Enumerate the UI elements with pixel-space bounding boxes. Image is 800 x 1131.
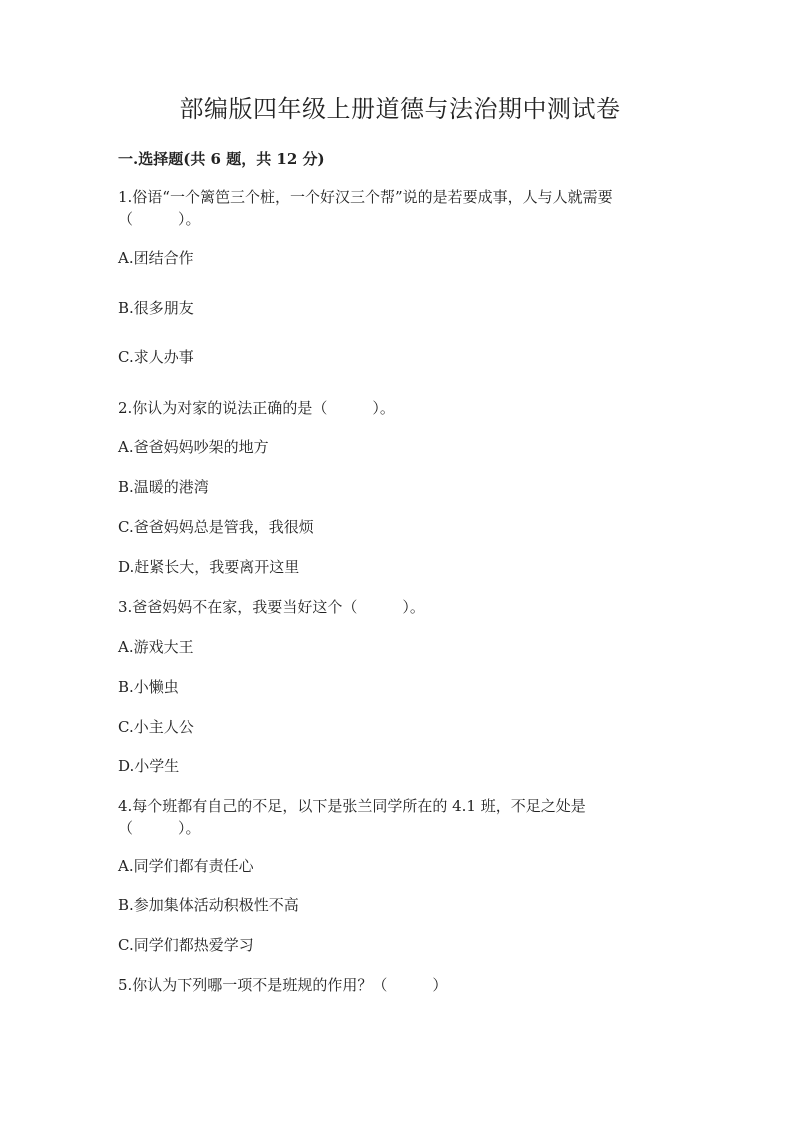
question-1-stem-continued: （ ）。 xyxy=(118,210,201,228)
question-1-stem: 1.俗语“一个篱笆三个桩，一个好汉三个帮”说的是若要成事，人与人就需要 xyxy=(118,188,613,206)
question-1-option-c: C.求人办事 xyxy=(118,348,194,366)
question-2-stem: 2.你认为对家的说法正确的是（ ）。 xyxy=(118,399,395,417)
question-3-option-d: D.小学生 xyxy=(118,757,180,775)
question-3-option-a: A.游戏大王 xyxy=(118,638,194,656)
question-4-option-b: B.参加集体活动积极性不高 xyxy=(118,896,299,914)
question-4-stem-continued: （ ）。 xyxy=(118,819,201,837)
question-1-option-b: B.很多朋友 xyxy=(118,299,194,317)
question-2-option-a: A.爸爸妈妈吵架的地方 xyxy=(118,438,269,456)
question-4-option-a: A.同学们都有责任心 xyxy=(118,857,254,875)
question-3-stem: 3.爸爸妈妈不在家，我要当好这个（ ）。 xyxy=(118,598,425,616)
question-1-option-a: A.团结合作 xyxy=(118,249,194,267)
question-2-option-c: C.爸爸妈妈总是管我，我很烦 xyxy=(118,518,314,536)
question-4-stem: 4.每个班都有自己的不足，以下是张兰同学所在的 4.1 班，不足之处是 xyxy=(118,797,586,815)
question-2-option-b: B.温暖的港湾 xyxy=(118,478,209,496)
question-3-option-b: B.小懒虫 xyxy=(118,678,179,696)
question-2-option-d: D.赶紧长大，我要离开这里 xyxy=(118,558,300,576)
page-title: 部编版四年级上册道德与法治期中测试卷 xyxy=(179,95,621,123)
question-3-option-c: C.小主人公 xyxy=(118,718,194,736)
question-5-stem: 5.你认为下列哪一项不是班规的作用？（ ） xyxy=(118,976,448,994)
section-header: 一.选择题(共 6 题，共 12 分) xyxy=(118,150,325,168)
question-4-option-c: C.同学们都热爱学习 xyxy=(118,936,254,954)
